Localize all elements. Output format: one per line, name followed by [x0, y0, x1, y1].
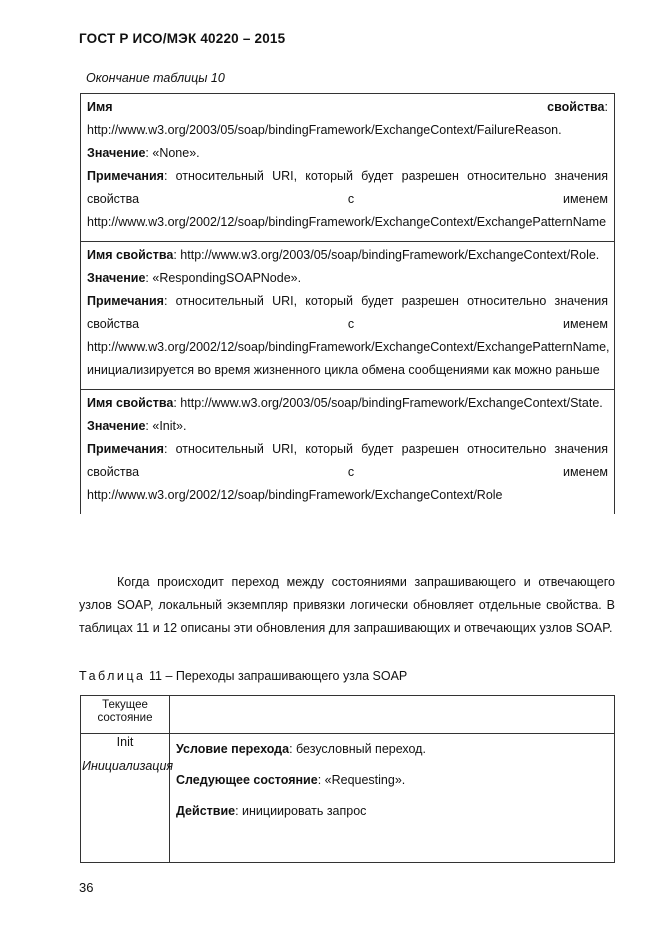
property-value-text: «None».	[152, 146, 200, 160]
property-notes-label: Примечания	[87, 442, 164, 456]
property-notes-label: Примечания	[87, 294, 164, 308]
property-value-text: «Init».	[152, 419, 187, 433]
transition-next-state: Следующее состояние: «Requesting».	[176, 773, 406, 787]
transition-cell	[170, 734, 615, 863]
property-notes-label: Примечания	[87, 169, 164, 183]
table-row	[81, 390, 615, 515]
property-name: Имя свойства: http://www.w3.org/2003/05/soap/bindingFramework/ExchangeContext/Role.	[87, 248, 600, 262]
page-number: 36	[79, 880, 94, 895]
property-cell	[81, 242, 615, 390]
property-value-label: Значение	[87, 146, 146, 160]
header-description	[170, 696, 615, 734]
action-label: Действие	[176, 804, 236, 818]
table-10	[80, 93, 615, 514]
property-value: Значение: «None».	[87, 146, 200, 160]
property-cell	[81, 390, 615, 515]
property-notes-text: относительный URI, который будет разрешен относительно значения свойства с именем http://www.w3.org/2002/12/soap/bindingFramework/ExchangeContext/ExchangePatternName	[87, 169, 608, 229]
property-name-value: http://www.w3.org/2003/05/soap/bindingFramework/ExchangeContext/State.	[180, 396, 603, 410]
state-cell	[81, 734, 174, 863]
next-state-value: «Requesting».	[324, 773, 406, 787]
header-current-state: Текущее состояние	[81, 696, 170, 734]
state-name-ru: Инициализация	[82, 759, 174, 773]
property-notes-text: относительный URI, который будет разрешен относительно значения свойства с именем http://www.w3.org/2002/12/soap/bindingFramework/ExchangeContext/ExchangePatternName, инициализируется во время жизненного цикла обмена сообщениями как можно раньше	[87, 294, 610, 377]
body-paragraph: Когда происходит переход между состояниями запрашивающего и отвечающего узлов SOAP, локальный экземпляр привязки логически обновляет отдельные свойства. В таблицах 11 и 12 описаны эти обновления для запрашивающих и отвечающих узлов SOAP.	[79, 575, 615, 636]
property-name: Имя свойства: http://www.w3.org/2003/05/soap/bindingFramework/ExchangeContext/FailureReason.	[87, 100, 608, 137]
table11-caption	[79, 669, 407, 683]
transition-condition: Условие перехода: безусловный переход.	[176, 742, 426, 756]
document-header: ГОСТ Р ИСО/МЭК 40220 – 2015	[79, 31, 286, 46]
table-header-row	[81, 696, 615, 734]
property-value-label: Значение	[87, 271, 146, 285]
table11-caption-text: 11 – Переходы запрашивающего узла SOAP	[149, 669, 408, 683]
property-notes: Примечания: относительный URI, который будет разрешен относительно значения свойства с именем http://www.w3.org/2002/12/soap/bindingFramework/ExchangeContext/Role	[87, 442, 608, 502]
condition-label: Условие перехода	[176, 742, 290, 756]
condition-value: безусловный переход.	[296, 742, 426, 756]
property-name-label: Имя свойства	[87, 248, 174, 262]
table10-caption: Окончание таблицы 10	[86, 71, 225, 85]
table-row	[81, 734, 615, 863]
property-cell	[81, 94, 615, 242]
property-name-value: http://www.w3.org/2003/05/soap/bindingFramework/ExchangeContext/Role.	[180, 248, 600, 262]
next-state-label: Следующее состояние	[176, 773, 318, 787]
property-name-value: http://www.w3.org/2003/05/soap/bindingFramework/ExchangeContext/FailureReason.	[87, 123, 562, 137]
table11-caption-word: Таблица	[79, 669, 146, 683]
property-value: Значение: «Init».	[87, 419, 187, 433]
property-value-text: «RespondingSOAPNode».	[152, 271, 302, 285]
state-name-en: Init	[116, 735, 134, 749]
table-row	[81, 242, 615, 390]
property-name: Имя свойства: http://www.w3.org/2003/05/soap/bindingFramework/ExchangeContext/State.	[87, 396, 603, 410]
property-value-label: Значение	[87, 419, 146, 433]
property-notes: Примечания: относительный URI, который будет разрешен относительно значения свойства с именем http://www.w3.org/2002/12/soap/bindingFramework/ExchangeContext/ExchangePatternName, инициализируется во время жизненного цикла обмена сообщениями как можно раньше	[87, 294, 610, 377]
property-notes: Примечания: относительный URI, который будет разрешен относительно значения свойства с именем http://www.w3.org/2002/12/soap/bindingFramework/ExchangeContext/ExchangePatternName	[87, 169, 608, 229]
property-value: Значение: «RespondingSOAPNode».	[87, 271, 302, 285]
table-row	[81, 94, 615, 242]
action-value: инициировать запрос	[242, 804, 367, 818]
table-11	[80, 695, 615, 863]
property-notes-text: относительный URI, который будет разрешен относительно значения свойства с именем http://www.w3.org/2002/12/soap/bindingFramework/ExchangeContext/Role	[87, 442, 608, 502]
property-name-label: Имя свойства	[87, 396, 174, 410]
transition-action: Действие: инициировать запрос	[176, 804, 367, 818]
property-name-label: Имя свойства	[87, 100, 605, 114]
